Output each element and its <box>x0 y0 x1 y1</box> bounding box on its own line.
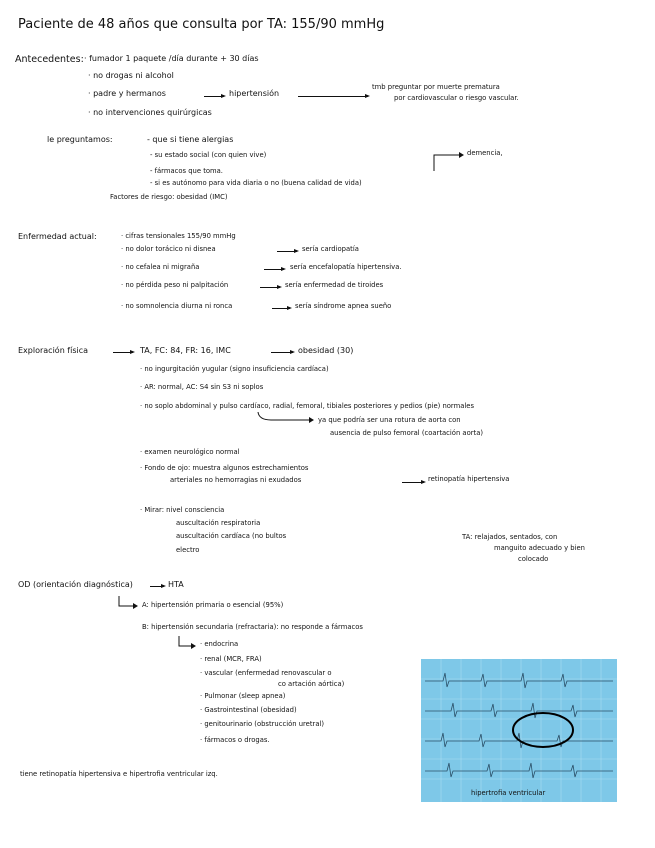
bracket-line <box>433 150 465 172</box>
arrow <box>150 586 164 587</box>
exploracion-item: · examen neurológico normal <box>140 448 240 456</box>
conclusion-text: tiene retinopatía hipertensiva e hipertrofia ventricular izq. <box>20 770 218 778</box>
curved-arrow <box>255 412 315 426</box>
arrow <box>277 251 297 252</box>
exploracion-vitals: TA, FC: 84, FR: 16, IMC <box>140 346 231 355</box>
ta-note: colocado <box>518 555 549 563</box>
hipertension-text: hipertensión <box>229 89 280 98</box>
enfermedad-item: · no somnolencia diurna ni ronca <box>121 302 233 310</box>
pregunta-item: - su estado social (con quien vive) <box>150 151 267 159</box>
exploracion-label: Exploración física <box>18 346 89 355</box>
arrow <box>113 352 133 353</box>
preguntamos-label: le preguntamos: <box>47 135 113 144</box>
antecedente-item: · no drogas ni alcohol <box>88 71 174 80</box>
enfermedad-label: Enfermedad actual: <box>18 232 97 241</box>
demencia-text: demencia, <box>467 149 503 157</box>
branch-arrow <box>178 636 198 650</box>
cause-item: · Gastrointestinal (obesidad) <box>200 706 297 714</box>
note-text: tmb preguntar por muerte prematura <box>372 83 500 91</box>
mirar-item: electro <box>176 546 200 554</box>
fondo-ojo: · Fondo de ojo: muestra algunos estrechamientos <box>140 464 309 472</box>
enfermedad-item: · no cefalea ni migraña <box>121 263 200 271</box>
ecg-caption: hipertrofia ventricular <box>471 789 546 797</box>
pregunta-item: - fármacos que toma. <box>150 167 223 175</box>
cause-item: · Pulmonar (sleep apnea) <box>200 692 286 700</box>
pregunta-item: - si es autónomo para vida diaria o no (buena calidad de vida) <box>150 179 362 187</box>
enfermedad-result: sería cardiopatía <box>302 245 359 253</box>
arrow <box>204 96 224 97</box>
cause-item: · fármacos o drogas. <box>200 736 270 744</box>
ecg-image <box>421 659 617 802</box>
enfermedad-result: sería encefalopatía hipertensiva. <box>290 263 402 271</box>
arrow <box>298 96 368 97</box>
enfermedad-result: sería síndrome apnea sueño <box>295 302 392 310</box>
fondo-ojo: arteriales no hemorragias ni exudados <box>170 476 302 484</box>
enfermedad-item: · no pérdida peso ni palpitación <box>121 281 229 289</box>
note-text: por cardiovascular o riesgo vascular. <box>394 94 519 102</box>
od-label: OD (orientación diagnóstica) <box>18 580 133 589</box>
antecedentes-label: Antecedentes: <box>15 54 84 65</box>
exploracion-item: · no ingurgitación yugular (signo insuficiencia cardíaca) <box>140 365 329 373</box>
factores-riesgo: Factores de riesgo: obesidad (IMC) <box>110 193 228 201</box>
od-option-b: B: hipertensión secundaria (refractaria): no responde a fármacos <box>142 623 363 631</box>
enfermedad-result: sería enfermedad de tiroides <box>285 281 384 289</box>
page-title: Paciente de 48 años que consulta por TA: 155/90 mmHg <box>18 17 385 32</box>
mirar-item: auscultación respiratoria <box>176 519 261 527</box>
arrow <box>260 287 280 288</box>
mirar-item: auscultación cardíaca (no bultos <box>176 532 287 540</box>
aorta-note: ya que podría ser una rotura de aorta con <box>318 416 461 424</box>
pregunta-item: - que si tiene alergias <box>147 135 234 144</box>
arrow <box>271 352 293 353</box>
hta-text: HTA <box>168 580 184 589</box>
arrow <box>264 269 284 270</box>
mirar-item: · Mirar: nivel consciencia <box>140 506 225 514</box>
antecedente-item: · no intervenciones quirúrgicas <box>88 108 212 117</box>
cause-item: · vascular (enfermedad renovascular o <box>200 669 332 677</box>
cause-item: · endocrina <box>200 640 239 648</box>
branch-arrow <box>118 596 140 610</box>
exploracion-item: · AR: normal, AC: S4 sin S3 ni soplos <box>140 383 264 391</box>
cause-item: · genitourinario (obstrucción uretral) <box>200 720 325 728</box>
exploracion-item: · no soplo abdominal y pulso cardíaco, radial, femoral, tibiales posteriores y pedios (pie) normales <box>140 402 474 410</box>
cause-item: · renal (MCR, FRA) <box>200 655 262 663</box>
od-option-a: A: hipertensión primaria o esencial (95%) <box>142 601 284 609</box>
retinopatia-text: retinopatía hipertensiva <box>428 475 510 483</box>
ta-note: manguito adecuado y bien <box>494 544 585 552</box>
cause-item: co artación aórtica) <box>278 680 345 688</box>
arrow <box>402 482 424 483</box>
antecedente-item: · fumador 1 paquete /día durante + 30 días <box>84 54 259 63</box>
antecedente-item: · padre y hermanos <box>88 89 166 98</box>
aorta-note: ausencia de pulso femoral (coartación aorta) <box>330 429 484 437</box>
enfermedad-item: · no dolor torácico ni disnea <box>121 245 216 253</box>
arrow <box>272 308 290 309</box>
enfermedad-item: · cifras tensionales 155/90 mmHg <box>121 232 236 240</box>
ta-note: TA: relajados, sentados, con <box>462 533 558 541</box>
obesidad-text: obesidad (30) <box>298 346 354 355</box>
